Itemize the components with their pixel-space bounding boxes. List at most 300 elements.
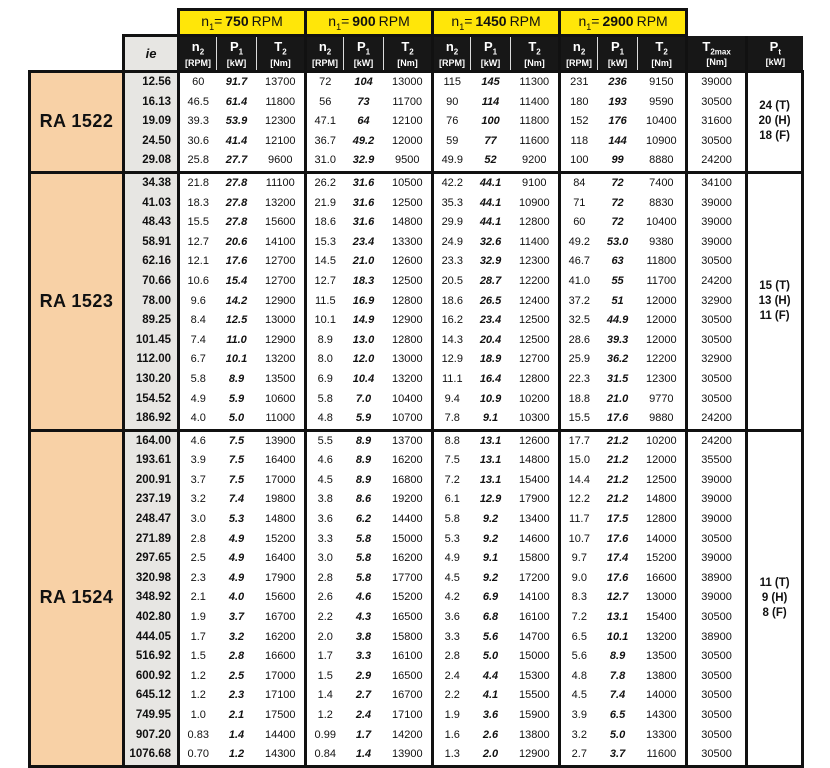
t2max-value: 30500 xyxy=(687,706,747,726)
n2-value: 71 xyxy=(560,194,598,214)
t2-value: 13700 xyxy=(384,430,433,451)
t2-value: 13700 xyxy=(257,72,306,93)
t2max-value: 39000 xyxy=(687,588,747,608)
n2-value: 49.9 xyxy=(433,151,471,172)
n2-value: 2.7 xyxy=(560,745,598,766)
n2-value: 14.4 xyxy=(560,471,598,491)
pt-line: 18 (F) xyxy=(759,130,790,143)
t2max-value: 30500 xyxy=(687,370,747,390)
n2-value: 6.9 xyxy=(306,370,344,390)
p1-value: 49.2 xyxy=(352,134,375,147)
ie-value: 248.47 xyxy=(124,510,179,530)
p1-value: 21.2 xyxy=(606,493,629,506)
t2-value: 12600 xyxy=(391,255,423,268)
t2-value: 14400 xyxy=(391,513,423,526)
t2-value: 15800 xyxy=(391,630,423,643)
n2-value: 24.9 xyxy=(433,233,471,253)
p1-value: 21.0 xyxy=(606,392,629,405)
n2-value: 4.5 xyxy=(560,686,598,706)
t2max-value: 35500 xyxy=(687,451,747,471)
n2-value: 6.5 xyxy=(560,628,598,648)
n2-value: 17.7 xyxy=(560,430,598,451)
p1-value: 4.9 xyxy=(228,532,245,545)
pt-line: 11 (T) xyxy=(759,576,790,589)
t2-value: 12500 xyxy=(391,274,423,287)
p1-value: 1.4 xyxy=(344,745,384,766)
p1-value: 3.6 xyxy=(482,709,499,721)
t2max-value: 38900 xyxy=(687,628,747,648)
n2-value: 3.3 xyxy=(433,628,471,648)
t2-value: 14600 xyxy=(519,532,550,545)
n2-value: 12.7 xyxy=(306,272,344,292)
p1-value: 5.9 xyxy=(228,392,245,405)
t2-value: 12800 xyxy=(391,333,423,346)
t2max-value: 30500 xyxy=(687,311,747,331)
n2-value: 36.7 xyxy=(306,132,344,152)
t2-value: 15500 xyxy=(519,689,550,702)
n2-value: 46.7 xyxy=(560,252,598,272)
n2-value: 39.3 xyxy=(179,112,217,132)
p1-value: 26.5 xyxy=(479,294,502,307)
n2-value: 3.6 xyxy=(433,608,471,628)
t2-value: 14800 xyxy=(391,216,423,229)
p1-value: 2.1 xyxy=(228,709,245,721)
ie-column-header: ie xyxy=(124,36,179,72)
p1-value: 11.0 xyxy=(226,333,247,346)
table-row xyxy=(30,409,803,430)
p1-value: 4.9 xyxy=(228,571,245,584)
p1-value: 17.6 xyxy=(606,571,629,584)
n2-value: 12.7 xyxy=(179,233,217,253)
t2-value: 12400 xyxy=(519,294,550,307)
p1-value: 8.9 xyxy=(355,473,372,486)
ie-value: 516.92 xyxy=(124,647,179,667)
p1-value: 21.0 xyxy=(352,255,375,268)
t2max-value: 39000 xyxy=(687,471,747,491)
p1-value: 8.9 xyxy=(355,454,372,467)
t2-value: 10300 xyxy=(519,412,550,425)
t2max-value: 32900 xyxy=(687,350,747,370)
t2-value: 10900 xyxy=(519,196,550,209)
t2-value: 9880 xyxy=(649,412,674,425)
t2-value: 13300 xyxy=(391,235,423,248)
model-label: RA 1522 xyxy=(30,72,124,173)
t2-value: 11700 xyxy=(646,274,677,287)
ie-value: 19.09 xyxy=(124,112,179,132)
p1-value: 4.4 xyxy=(482,669,499,682)
p1-value: 5.0 xyxy=(609,728,626,741)
n2-value: 84 xyxy=(560,172,598,193)
t2-value: 17700 xyxy=(391,571,423,584)
ie-value: 29.08 xyxy=(124,151,179,172)
n2-value: 3.9 xyxy=(560,706,598,726)
p1-value: 7.5 xyxy=(228,454,245,467)
table-row xyxy=(30,331,803,351)
t2-value: 14000 xyxy=(646,532,677,545)
empty-corner-right xyxy=(687,10,803,36)
t2-value: 10600 xyxy=(264,392,296,405)
p1-value: 6.8 xyxy=(482,611,499,624)
p1-value: 5.3 xyxy=(228,513,245,526)
n2-value: 3.9 xyxy=(179,451,217,471)
p1-value: 23.4 xyxy=(352,235,375,248)
col-header-t2max: $T_{2max}$ [Nm] xyxy=(687,36,747,72)
n2-value: 15.5 xyxy=(179,213,217,233)
p1-value: 44.1 xyxy=(479,216,502,229)
n2-value: 4.5 xyxy=(433,569,471,589)
n2-value: 5.5 xyxy=(306,430,344,451)
n2-value: 21.8 xyxy=(179,172,217,193)
t2-value: 16400 xyxy=(264,454,296,467)
n2-value: 2.3 xyxy=(179,569,217,589)
n2-value: 2.2 xyxy=(306,608,344,628)
n2-value: 2.8 xyxy=(179,530,217,550)
t2-value: 15200 xyxy=(391,591,423,604)
p1-value: 12.5 xyxy=(225,314,248,327)
p1-value: 5.0 xyxy=(482,650,499,663)
table-row xyxy=(30,213,803,233)
p1-value: 193 xyxy=(608,95,627,108)
t2-value: 12800 xyxy=(646,513,677,526)
n2-value: 7.2 xyxy=(560,608,598,628)
p1-value: 2.5 xyxy=(228,669,245,682)
t2-value: 16800 xyxy=(391,473,423,486)
ie-value: 444.05 xyxy=(124,628,179,648)
pt-line: 15 (T) xyxy=(759,279,790,292)
n2-value: 3.2 xyxy=(560,726,598,746)
t2-value: 12500 xyxy=(519,333,550,346)
p1-value: 13.1 xyxy=(479,454,502,467)
n2-value: 12.1 xyxy=(179,252,217,272)
t2-value: 12000 xyxy=(646,454,677,467)
n2-value: 1.7 xyxy=(179,628,217,648)
ie-value: 130.20 xyxy=(124,370,179,390)
n2-value: 1.2 xyxy=(306,706,344,726)
ie-value: 907.20 xyxy=(124,726,179,746)
n2-value: 60 xyxy=(560,213,598,233)
ie-value: 154.52 xyxy=(124,390,179,410)
n2-value: 5.8 xyxy=(306,390,344,410)
n2-value: 115 xyxy=(433,72,471,93)
n2-value: 152 xyxy=(560,112,598,132)
n2-value: 3.0 xyxy=(306,549,344,569)
p1-value: 4.6 xyxy=(355,591,372,604)
n2-value: 3.6 xyxy=(306,510,344,530)
ie-value: 237.19 xyxy=(124,490,179,510)
t2-value: 13000 xyxy=(264,314,296,327)
t2-value: 17900 xyxy=(519,493,550,506)
p1-value: 31.6 xyxy=(352,196,375,209)
n2-value: 10.1 xyxy=(306,311,344,331)
p1-value: 21.2 xyxy=(606,454,629,467)
p1-value: 20.6 xyxy=(225,235,248,248)
p1-value: 3.2 xyxy=(228,630,245,643)
p1-value: 114 xyxy=(481,95,500,108)
t2-value: 13800 xyxy=(646,669,677,682)
table-row xyxy=(30,430,803,451)
n2-value: 1.2 xyxy=(179,667,217,687)
t2-value: 19800 xyxy=(264,493,296,506)
ie-value: 48.43 xyxy=(124,213,179,233)
n2-value: 32.5 xyxy=(560,311,598,331)
t2-value: 14700 xyxy=(519,630,550,643)
t2max-value: 39000 xyxy=(687,549,747,569)
pt-line: 11 (F) xyxy=(759,309,790,322)
n2-value: 118 xyxy=(560,132,598,152)
t2-value: 12000 xyxy=(646,294,677,307)
t2-value: 11300 xyxy=(511,72,560,93)
speed-header-row xyxy=(30,10,803,36)
ie-value: 34.38 xyxy=(124,172,179,193)
p1-value: 6.2 xyxy=(355,513,372,526)
t2max-value: 39000 xyxy=(687,233,747,253)
p1-value: 72 xyxy=(611,196,624,209)
table-row xyxy=(30,549,803,569)
p1-value: 16.4 xyxy=(479,372,502,385)
p1-value: 12.9 xyxy=(479,493,502,506)
ie-value: 749.95 xyxy=(124,706,179,726)
n2-value: 4.9 xyxy=(433,549,471,569)
t2-value: 13500 xyxy=(264,372,296,385)
p1-value: 99 xyxy=(611,154,624,167)
t2-value: 12800 xyxy=(519,216,550,229)
table-row xyxy=(30,350,803,370)
p1-value: 72 xyxy=(598,172,638,193)
t2-value: 9600 xyxy=(268,154,293,167)
t2-value: 16700 xyxy=(264,611,296,624)
t2max-value: 24200 xyxy=(687,151,747,172)
t2-value: 11600 xyxy=(638,745,687,766)
n2-value: 31.0 xyxy=(306,151,344,172)
col-header-n2: $n_2$ [RPM] xyxy=(433,36,471,72)
n2-value: 1.2 xyxy=(179,686,217,706)
speed-value: 900 xyxy=(352,13,376,30)
ie-value: 78.00 xyxy=(124,292,179,312)
p1-value: 27.8 xyxy=(217,172,257,193)
table-row xyxy=(30,172,803,193)
speed-header-2900: $n_1= 2900$ RPM xyxy=(560,10,687,36)
p1-value: 64 xyxy=(357,115,370,128)
table-row xyxy=(30,151,803,172)
col-header-p1: $P_1$ [kW] xyxy=(344,36,384,72)
ie-value: 186.92 xyxy=(124,409,179,430)
t2-value: 14000 xyxy=(646,689,677,702)
p1-value: 13.0 xyxy=(352,333,375,346)
t2-value: 13200 xyxy=(646,630,677,643)
p1-value: 12.7 xyxy=(606,591,629,604)
p1-value: 27.8 xyxy=(225,196,248,209)
pt-value xyxy=(747,72,803,173)
t2-value: 17900 xyxy=(264,571,296,584)
pt-line: 24 (T) xyxy=(759,100,790,113)
p1-value: 1.7 xyxy=(355,728,372,741)
p1-value: 4.9 xyxy=(228,552,245,565)
t2-value: 15400 xyxy=(646,611,677,624)
t2-value: 12900 xyxy=(264,294,296,307)
n2-value: 7.2 xyxy=(433,471,471,491)
p1-value: 72 xyxy=(611,216,624,229)
p1-value: 17.4 xyxy=(606,552,629,565)
pt-line: 20 (H) xyxy=(758,115,791,128)
t2-value: 12900 xyxy=(264,333,296,346)
p1-value: 51 xyxy=(611,294,624,307)
ie-value: 62.16 xyxy=(124,252,179,272)
p1-value: 20.4 xyxy=(479,333,502,346)
n2-value: 47.1 xyxy=(306,112,344,132)
n2-value: 2.5 xyxy=(179,549,217,569)
ie-value: 16.13 xyxy=(124,93,179,113)
n1-symbol: n xyxy=(328,13,337,30)
empty-model-header xyxy=(30,36,124,72)
p1-value: 2.0 xyxy=(471,745,511,766)
table-row xyxy=(30,667,803,687)
pt-value xyxy=(747,172,803,430)
t2-value: 16200 xyxy=(391,552,423,565)
ie-value: 70.66 xyxy=(124,272,179,292)
t2-value: 10400 xyxy=(646,216,677,229)
t2-value: 15800 xyxy=(519,552,550,565)
t2-value: 9380 xyxy=(649,235,674,248)
p1-value: 61.4 xyxy=(225,95,248,108)
ie-value: 101.45 xyxy=(124,331,179,351)
table-header xyxy=(30,10,803,72)
n2-value: 11.1 xyxy=(433,370,471,390)
t2max-value: 31600 xyxy=(687,112,747,132)
n2-value: 10.6 xyxy=(179,272,217,292)
t2max-value: 39000 xyxy=(687,510,747,530)
t2-value: 15600 xyxy=(264,591,296,604)
t2-value: 12600 xyxy=(511,430,560,451)
t2-value: 15900 xyxy=(519,709,550,721)
col-header-p1: $P_1$ [kW] xyxy=(598,36,638,72)
t2-value: 14100 xyxy=(264,235,296,248)
p1-value: 236 xyxy=(598,72,638,93)
t2-value: 13800 xyxy=(519,728,550,741)
t2-value: 14200 xyxy=(391,728,423,741)
p1-value: 9.2 xyxy=(482,571,499,584)
t2-value: 13900 xyxy=(384,745,433,766)
n2-value: 1.5 xyxy=(179,647,217,667)
speed-header-1450: $n_1= 1450$ RPM xyxy=(433,10,560,36)
t2max-value: 30500 xyxy=(687,331,747,351)
p1-value: 32.9 xyxy=(479,255,502,268)
n2-value: 4.9 xyxy=(179,390,217,410)
p1-value: 10.1 xyxy=(606,630,629,643)
t2-value: 17000 xyxy=(264,473,296,486)
n2-value: 9.6 xyxy=(179,292,217,312)
t2-value: 12500 xyxy=(391,196,423,209)
t2-value: 16700 xyxy=(391,689,423,702)
n2-value: 12.9 xyxy=(433,350,471,370)
n2-value: 6.7 xyxy=(179,350,217,370)
p1-value: 7.4 xyxy=(609,689,626,702)
table-row xyxy=(30,390,803,410)
t2-value: 10700 xyxy=(391,412,423,425)
p1-value: 100 xyxy=(481,115,500,128)
t2-value: 7400 xyxy=(638,172,687,193)
table-row xyxy=(30,471,803,491)
t2-value: 8830 xyxy=(649,196,674,209)
ie-value: 112.00 xyxy=(124,350,179,370)
col-header-n2: $n_2$ [RPM] xyxy=(306,36,344,72)
ie-value: 271.89 xyxy=(124,530,179,550)
t2max-value: 34100 xyxy=(687,172,747,193)
n2-value: 0.84 xyxy=(306,745,344,766)
t2-value: 15600 xyxy=(264,216,296,229)
n2-value: 41.0 xyxy=(560,272,598,292)
t2-value: 16200 xyxy=(264,630,296,643)
table-row xyxy=(30,628,803,648)
t2-value: 16500 xyxy=(391,669,423,682)
pt-line: 13 (H) xyxy=(758,294,791,307)
ie-value: 297.65 xyxy=(124,549,179,569)
p1-value: 5.9 xyxy=(355,412,372,425)
n2-value: 2.1 xyxy=(179,588,217,608)
t2-value: 9500 xyxy=(395,154,420,167)
t2-value: 10900 xyxy=(646,134,677,147)
t2max-value: 39000 xyxy=(687,194,747,214)
t2-value: 17000 xyxy=(264,669,296,682)
n2-value: 7.8 xyxy=(433,409,471,430)
t2-value: 9590 xyxy=(649,95,674,108)
n2-value: 56 xyxy=(306,93,344,113)
t2-value: 16600 xyxy=(264,650,296,663)
n2-value: 3.3 xyxy=(306,530,344,550)
n2-value: 15.0 xyxy=(560,451,598,471)
t2-value: 19200 xyxy=(391,493,423,506)
p1-value: 2.3 xyxy=(228,689,245,702)
table-row xyxy=(30,72,803,93)
t2-value: 12300 xyxy=(519,255,550,268)
p1-value: 17.6 xyxy=(225,255,248,268)
t2-value: 13900 xyxy=(257,430,306,451)
p1-value: 77 xyxy=(484,134,497,147)
p1-value: 7.0 xyxy=(355,392,372,405)
table-row xyxy=(30,510,803,530)
n2-value: 8.4 xyxy=(179,311,217,331)
speed-header-900: $n_1= 900$ RPM xyxy=(306,10,433,36)
p1-value: 31.6 xyxy=(344,172,384,193)
p1-value: 12.0 xyxy=(352,353,375,366)
n2-value: 6.1 xyxy=(433,490,471,510)
n2-value: 37.2 xyxy=(560,292,598,312)
p1-value: 3.3 xyxy=(355,650,372,663)
n2-value: 14.5 xyxy=(306,252,344,272)
n1-symbol: n xyxy=(201,13,210,30)
ie-value: 12.56 xyxy=(124,72,179,93)
n2-value: 25.9 xyxy=(560,350,598,370)
t2max-value: 30500 xyxy=(687,667,747,687)
n2-value: 2.6 xyxy=(306,588,344,608)
t2-value: 12700 xyxy=(264,274,296,287)
table-row xyxy=(30,292,803,312)
col-header-n2: $n_2$ [RPM] xyxy=(560,36,598,72)
t2max-value: 30500 xyxy=(687,93,747,113)
pt-line: 9 (H) xyxy=(761,591,788,604)
t2-value: 11400 xyxy=(519,235,550,248)
t2-value: 11400 xyxy=(519,95,550,108)
speed-value: 750 xyxy=(225,13,249,30)
p1-value: 55 xyxy=(611,274,624,287)
table-row xyxy=(30,451,803,471)
p1-value: 4.0 xyxy=(228,591,245,604)
t2-value: 16100 xyxy=(391,650,423,663)
n2-value: 0.70 xyxy=(179,745,217,766)
p1-value: 10.9 xyxy=(479,392,502,405)
t2-value: 13300 xyxy=(646,728,677,741)
p1-value: 44.1 xyxy=(479,196,502,209)
t2-value: 9150 xyxy=(638,72,687,93)
